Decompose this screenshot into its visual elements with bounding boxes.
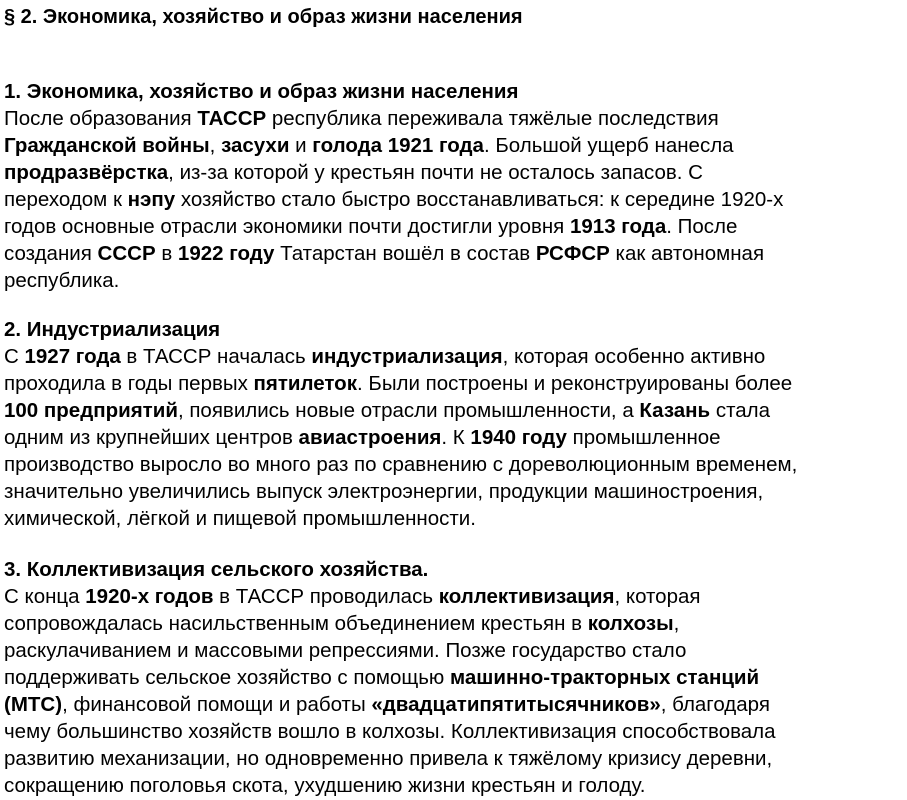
- text-line: [4, 159, 904, 186]
- bold-term: нэпу: [127, 188, 176, 211]
- section-body: [4, 343, 904, 532]
- text-line: [4, 610, 904, 637]
- bold-term: голода 1921 года: [312, 134, 484, 157]
- text-run: , которая: [614, 585, 701, 608]
- text-run: в ТАССР началась: [120, 345, 312, 368]
- text-run: сокращению поголовья скота, ухудшению жизни крестьян и голоду.: [4, 774, 646, 797]
- text-line: [4, 132, 904, 159]
- text-run: развитию механизации, но одновременно привела к тяжёлому кризису деревни,: [4, 747, 773, 770]
- text-run: значительно увеличились выпуск электроэнергии, продукции машиностроения,: [4, 480, 764, 503]
- bold-term: 1940 году: [470, 426, 567, 449]
- text-run: , появились новые отрасли промышленности, а: [177, 399, 640, 422]
- text-run: , благодаря: [660, 693, 770, 716]
- text-run: как автономная: [609, 242, 765, 265]
- text-run: в: [155, 242, 178, 265]
- text-line: [4, 213, 904, 240]
- section-heading: 3. Коллективизация сельского хозяйства.: [4, 558, 429, 581]
- text-run: чему большинство хозяйств вошло в колхозы. Коллективизация способствовала: [4, 720, 776, 743]
- section-collectivization: [4, 556, 904, 799]
- text-run: и: [289, 134, 313, 157]
- text-line: [4, 451, 904, 478]
- text-run: раскулачиванием и массовыми репрессиями. Позже государство стало: [4, 639, 687, 662]
- text-run: переходом к: [4, 188, 128, 211]
- text-run: в ТАССР проводилась: [213, 585, 439, 608]
- text-run: , финансовой помощи и работы: [62, 693, 372, 716]
- text-run: промышленное: [566, 426, 721, 449]
- section-heading: 1. Экономика, хозяйство и образ жизни населения: [4, 80, 519, 103]
- text-run: стала: [710, 399, 771, 422]
- text-run: ,: [673, 612, 680, 635]
- text-line: [4, 186, 904, 213]
- text-line: [4, 424, 904, 451]
- bold-term: коллективизация: [438, 585, 615, 608]
- bold-term: РСФСР: [535, 242, 610, 265]
- text-run: сопровождалась насильственным объединением крестьян в: [4, 612, 588, 635]
- bold-term: Гражданской войны: [4, 134, 210, 157]
- section-body: [4, 583, 904, 799]
- text-run: республика.: [4, 269, 120, 292]
- bold-term: 100 предприятий: [4, 399, 178, 422]
- text-line: [4, 583, 904, 610]
- text-line: [4, 772, 904, 799]
- text-run: , из-за которой у крестьян почти не осталось запасов. С: [168, 161, 703, 184]
- text-run: производство выросло во много раз по сравнению с дореволюционным временем,: [4, 453, 798, 476]
- bold-term: 1920-х годов: [85, 585, 214, 608]
- bold-term: СССР: [97, 242, 156, 265]
- text-run: хозяйство стало быстро восстанавливаться: к середине 1920-х: [175, 188, 784, 211]
- text-line: [4, 505, 904, 532]
- text-line: [4, 664, 904, 691]
- text-run: ,: [209, 134, 222, 157]
- text-run: С конца: [4, 585, 86, 608]
- text-run: Татарстан вошёл в состав: [274, 242, 536, 265]
- bold-term: пятилеток: [253, 372, 357, 395]
- bold-term: 1913 года: [569, 215, 667, 238]
- bold-term: индустриализация: [311, 345, 503, 368]
- section-body: [4, 105, 904, 294]
- bold-term: 1922 году: [177, 242, 275, 265]
- text-line: [4, 105, 904, 132]
- text-run: После образования: [4, 107, 198, 130]
- bold-term: ТАССР: [197, 107, 267, 130]
- text-run: республика переживала тяжёлые последствия: [266, 107, 719, 130]
- bold-term: 1927 года: [24, 345, 121, 368]
- text-run: . Большой ущерб нанесла: [483, 134, 734, 157]
- text-line: [4, 240, 904, 267]
- text-line: [4, 370, 904, 397]
- text-run: поддерживать сельское хозяйство с помощью: [4, 666, 450, 689]
- bold-term: продразвёрстка: [4, 161, 169, 184]
- bold-term: засухи: [221, 134, 290, 157]
- text-line: [4, 637, 904, 664]
- text-line: [4, 397, 904, 424]
- text-line: [4, 267, 904, 294]
- text-run: . После: [666, 215, 738, 238]
- text-line: [4, 745, 904, 772]
- text-run: создания: [4, 242, 98, 265]
- text-line: [4, 478, 904, 505]
- text-run: . К: [441, 426, 471, 449]
- bold-term: машинно-тракторных станций: [449, 666, 760, 689]
- text-line: [4, 691, 904, 718]
- text-run: С: [4, 345, 25, 368]
- section-industrialization: [4, 316, 904, 532]
- text-line: [4, 343, 904, 370]
- text-run: химической, лёгкой и пищевой промышленности.: [4, 507, 476, 530]
- bold-term: колхозы: [587, 612, 674, 635]
- bold-term: (МТС): [4, 693, 63, 716]
- text-run: одним из крупнейших центров: [4, 426, 299, 449]
- text-run: проходила в годы первых: [4, 372, 254, 395]
- bold-term: авиастроения: [298, 426, 442, 449]
- bold-term: Казань: [639, 399, 711, 422]
- text-run: годов основные отрасли экономики почти достигли уровня: [4, 215, 570, 238]
- document-title: § 2. Экономика, хозяйство и образ жизни населения: [4, 6, 523, 28]
- section-heading: 2. Индустриализация: [4, 318, 221, 341]
- text-run: , которая особенно активно: [502, 345, 766, 368]
- section-economy: [4, 78, 904, 294]
- text-line: [4, 718, 904, 745]
- bold-term: «двадцатипятитысячников»: [371, 693, 661, 716]
- text-run: . Были построены и реконструированы более: [356, 372, 793, 395]
